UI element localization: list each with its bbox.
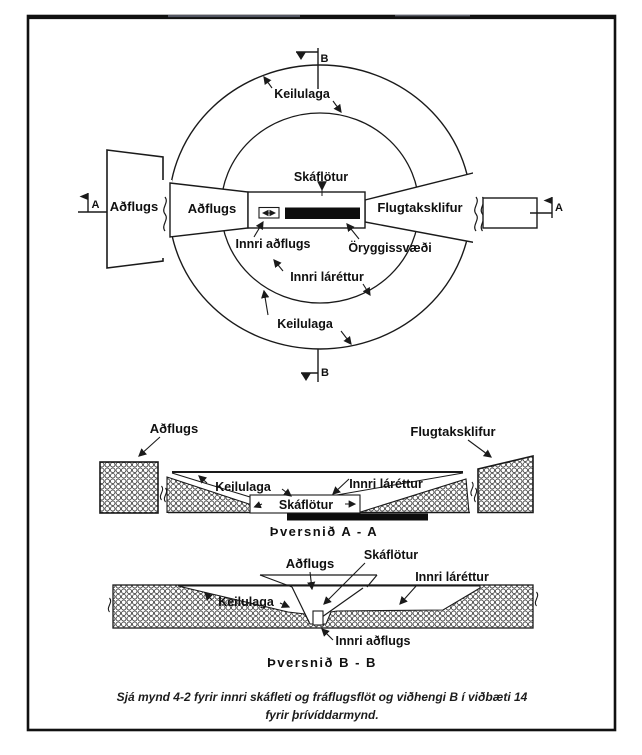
runway-bar [287,514,428,521]
takeoff-outer-section [483,198,537,228]
runway [285,208,360,220]
label-skaflotur-bb: Skáflötur [363,548,419,562]
label-innri-adflugs-plan: Innri aðflugs [235,237,311,251]
footnote-line-1: Sjá mynd 4-2 fyrir innri skáfleti og fráflugsflöt og viðhengi B í viðbæti 14 [116,690,528,704]
label-oryggissvaedi: Öryggissvæði [348,241,432,255]
label-adflugs-outer: Aðflugs [109,199,159,214]
section-label-b: B [321,367,329,379]
footnote-line-2: fyrir þrívíddarmynd. [265,708,379,722]
label-skaflotur-plan: Skáflötur [293,170,349,184]
label-innri-adflugs-bb: Innri aðflugs [335,634,411,648]
label-adflugs-inner: Aðflugs [187,201,237,216]
label-keilulaga-aa: Keilulaga [215,480,271,494]
label-keilulaga-bottom: Keilulaga [277,317,333,331]
section-label-a: A [91,199,100,211]
label-adflugs-bb: Aðflugs [285,556,335,571]
label-keilulaga-top: Keilulaga [274,87,330,101]
label-skaflotur-aa: Skáflötur [278,498,334,512]
label-flugtaksklifur-aa: Flugtaksklifur [410,424,496,439]
label-adflugs-aa: Aðflugs [149,421,199,436]
section-label-b: B [320,53,329,65]
label-keilulaga-bb: Keilulaga [218,595,274,609]
label-innri-larettur-bb: Innri láréttur [415,570,489,584]
caption-section-aa: Þversnið A - A [269,524,379,539]
label-flugtaksklifur-plan: Flugtaksklifur [377,200,463,215]
label-innri-larettur-aa: Innri láréttur [349,477,423,491]
caption-section-bb: Þversnið B - B [267,655,377,670]
inner-approach-box-bb [313,611,323,625]
section-label-a: A [555,202,563,214]
approach-block [100,462,158,513]
label-innri-larettur-plan: Innri láréttur [290,270,364,284]
